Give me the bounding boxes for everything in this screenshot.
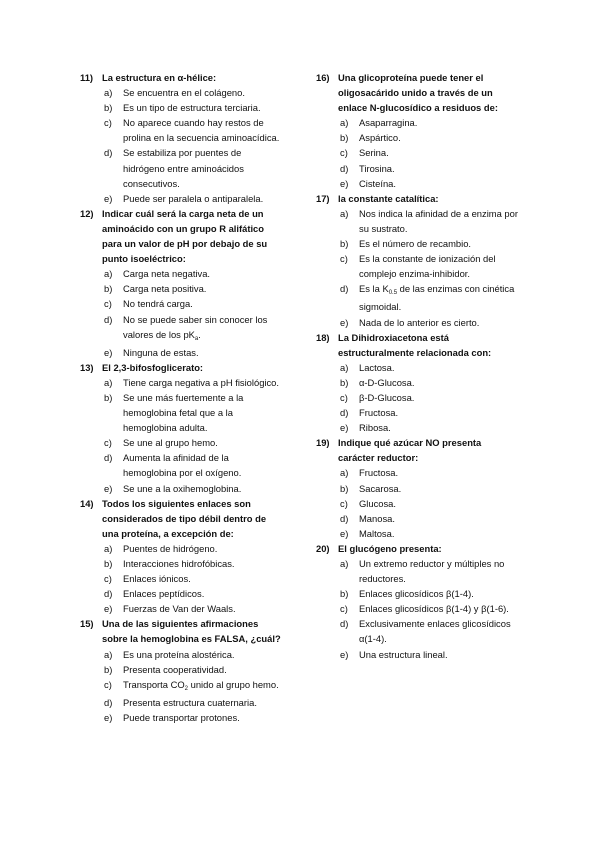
question <box>316 70 520 191</box>
answer-option <box>316 420 520 435</box>
question-number: 12) <box>80 207 94 219</box>
question-text: Una glicoproteína puede tener el oligosacárido unido a través de un enlace N-glucosídico a residuos de: <box>338 72 498 114</box>
option-text-main: Ninguna de estas. <box>123 346 199 358</box>
option-text <box>359 647 520 662</box>
question <box>80 360 282 496</box>
option-text <box>359 556 520 586</box>
question-number: 20) <box>316 542 330 554</box>
answer-option <box>80 556 282 571</box>
option-text <box>123 677 282 695</box>
option-text-main: Cisteína. <box>359 177 396 189</box>
option-text <box>359 360 520 375</box>
option-text-main: Sacarosa. <box>359 482 402 494</box>
question-number: 14) <box>80 497 94 509</box>
option-text <box>123 586 282 601</box>
option-letter: a) <box>104 542 113 554</box>
option-letter: d) <box>104 452 113 464</box>
question <box>316 541 520 662</box>
option-text-main: Aumenta la afinidad de la hemoglobina por el oxígeno. <box>123 452 242 479</box>
option-text-main: No aparece cuando hay restos de prolina en la secuencia aminoacídica. <box>123 117 280 144</box>
question-header <box>316 70 520 115</box>
option-text <box>359 420 520 435</box>
option-text-main: Puentes de hidrógeno. <box>123 542 218 554</box>
option-text-main: Es la K <box>359 283 389 295</box>
option-text <box>359 601 520 616</box>
option-text-main: β-D-Glucosa. <box>359 391 415 403</box>
answer-option <box>316 556 520 586</box>
option-text-main: Maltosa. <box>359 527 395 539</box>
question-text: Indique qué azúcar NO presenta carácter reductor: <box>338 437 482 464</box>
option-text-main: Enlaces glicosídicos β(1-4) y β(1-6). <box>359 603 509 615</box>
option-letter: e) <box>340 177 349 189</box>
question-header <box>80 360 282 375</box>
option-text-main: Es el número de recambio. <box>359 238 472 250</box>
option-text-main: Ribosa. <box>359 422 391 434</box>
question-text: La Dihidroxiacetona está estructuralmente relacionada con: <box>338 331 492 358</box>
option-text <box>123 450 282 480</box>
answer-option <box>80 601 282 616</box>
question-text: Todos los siguientes enlaces son considerados de tipo débil dentro de una proteína, a excepción de: <box>102 497 267 539</box>
question-header <box>316 191 520 206</box>
option-text <box>123 710 282 725</box>
option-text <box>359 526 520 541</box>
option-letter: b) <box>340 238 349 250</box>
question <box>316 191 520 330</box>
question-header <box>316 541 520 556</box>
option-text <box>123 541 282 556</box>
question <box>80 70 282 206</box>
option-text <box>123 145 282 190</box>
option-text-main: Tiene carga negativa a pH fisiológico. <box>123 376 279 388</box>
option-subscript: a <box>194 335 199 342</box>
option-letter: d) <box>340 162 349 174</box>
option-letter: e) <box>104 482 113 494</box>
option-text-main: Lactosa. <box>359 361 395 373</box>
option-text-main: Puede transportar protones. <box>123 711 240 723</box>
option-text-main: Enlaces peptídicos. <box>123 588 205 600</box>
answer-option <box>316 375 520 390</box>
answer-option <box>316 315 520 330</box>
option-text-main: Se une a la oxihemoglobina. <box>123 482 242 494</box>
option-text <box>123 296 282 311</box>
answer-option <box>316 161 520 176</box>
option-text <box>123 556 282 571</box>
option-letter: c) <box>104 573 112 585</box>
option-text <box>123 85 282 100</box>
answer-option <box>80 390 282 435</box>
answer-option <box>80 662 282 677</box>
option-letter: a) <box>340 361 349 373</box>
option-text-main: Fuerzas de Van der Waals. <box>123 603 236 615</box>
answer-option <box>80 571 282 586</box>
question-header <box>80 70 282 85</box>
option-letter: a) <box>104 648 113 660</box>
answer-option <box>80 710 282 725</box>
answer-option <box>316 176 520 191</box>
answer-option <box>80 191 282 206</box>
option-text <box>359 315 520 330</box>
option-text <box>123 115 282 145</box>
answer-option <box>316 145 520 160</box>
option-letter: e) <box>104 603 113 615</box>
answer-option <box>316 360 520 375</box>
option-letter: a) <box>104 268 113 280</box>
option-text <box>123 191 282 206</box>
option-text-main: Se une al grupo hemo. <box>123 437 218 449</box>
option-text <box>359 586 520 601</box>
option-text-main: Glucosa. <box>359 497 396 509</box>
answer-option <box>316 511 520 526</box>
option-letter: e) <box>340 527 349 539</box>
answer-option <box>316 481 520 496</box>
question-header <box>80 206 282 266</box>
answer-option <box>80 345 282 360</box>
option-letter: b) <box>340 482 349 494</box>
option-letter: d) <box>104 696 113 708</box>
option-letter: c) <box>104 437 112 449</box>
left-column <box>80 70 282 725</box>
question <box>316 435 520 541</box>
option-letter: a) <box>104 87 113 99</box>
answer-option <box>316 251 520 281</box>
option-letter: c) <box>340 391 348 403</box>
option-text <box>359 616 520 646</box>
answer-option <box>316 586 520 601</box>
option-text-main: Se encuentra en el colágeno. <box>123 87 245 99</box>
question-text: La estructura en α-hélice: <box>102 72 217 83</box>
answer-option <box>80 100 282 115</box>
answer-option <box>80 450 282 480</box>
answer-option <box>316 405 520 420</box>
option-letter: c) <box>340 497 348 509</box>
option-letter: c) <box>340 253 348 265</box>
option-text <box>359 481 520 496</box>
option-letter: c) <box>104 298 112 310</box>
option-text-main: Un extremo reductor y múltiples no reductores. <box>359 558 505 585</box>
answer-option <box>316 465 520 480</box>
option-letter: b) <box>104 558 113 569</box>
option-text-main: Es una proteína alostérica. <box>123 648 235 660</box>
answer-option <box>80 85 282 100</box>
option-letter: b) <box>340 376 349 388</box>
option-text-tail: de las enzimas con cinética sigmoidal. <box>359 283 515 313</box>
option-text <box>123 312 282 345</box>
option-letter: d) <box>340 407 349 419</box>
option-text-main: Es un tipo de estructura terciaria. <box>123 102 261 114</box>
option-letter: a) <box>104 376 113 388</box>
option-text-main: Nos indica la afinidad de a enzima por su sustrato. <box>359 207 518 234</box>
question-header <box>316 435 520 465</box>
option-text-main: No se puede saber sin conocer los valores de los pK <box>123 313 268 340</box>
option-text <box>123 435 282 450</box>
answer-option <box>80 375 282 390</box>
option-text-tail: . <box>198 328 201 340</box>
option-text <box>123 375 282 390</box>
option-letter: c) <box>104 117 112 129</box>
option-text <box>123 345 282 360</box>
option-letter: d) <box>340 283 349 295</box>
option-letter: b) <box>104 283 113 295</box>
option-text-main: Carga neta positiva. <box>123 283 207 295</box>
option-letter: e) <box>340 316 349 328</box>
answer-option <box>316 647 520 662</box>
option-text-main: Es la constante de ionización del complejo enzima-inhibidor. <box>359 253 496 280</box>
question-number: 13) <box>80 361 94 373</box>
answer-option <box>316 236 520 251</box>
option-text-main: Se estabiliza por puentes de hidrógeno entre aminoácidos consecutivos. <box>123 147 244 189</box>
answer-option <box>80 481 282 496</box>
option-text <box>359 496 520 511</box>
option-subscript: 2 <box>184 685 188 692</box>
option-text <box>359 375 520 390</box>
option-letter: b) <box>340 132 349 144</box>
question-number: 15) <box>80 618 94 630</box>
answer-option <box>316 281 520 314</box>
option-letter: b) <box>104 663 113 675</box>
option-text-tail: unido al grupo hemo. <box>188 678 279 690</box>
option-letter: e) <box>104 346 113 358</box>
option-letter: c) <box>340 603 348 615</box>
question <box>316 330 520 436</box>
answer-option <box>80 435 282 450</box>
right-column <box>316 70 520 662</box>
answer-option <box>316 616 520 646</box>
option-text <box>359 206 520 236</box>
option-text <box>359 236 520 251</box>
option-text <box>359 465 520 480</box>
question-text: El 2,3-bifosfoglicerato: <box>102 361 204 373</box>
option-letter: e) <box>104 711 113 723</box>
option-text-main: Fructosa. <box>359 467 399 479</box>
option-letter: b) <box>340 588 349 600</box>
option-text <box>123 100 282 115</box>
question-header <box>80 616 282 646</box>
option-letter: d) <box>340 512 349 524</box>
option-text-main: Presenta cooperatividad. <box>123 663 227 675</box>
answer-option <box>316 496 520 511</box>
question-number: 16) <box>316 72 330 83</box>
option-letter: d) <box>340 618 349 630</box>
option-text-main: Interacciones hidrofóbicas. <box>123 558 235 569</box>
option-text <box>123 281 282 296</box>
answer-option <box>316 130 520 145</box>
answer-option <box>316 115 520 130</box>
option-text <box>123 481 282 496</box>
option-text <box>123 647 282 662</box>
option-text <box>123 571 282 586</box>
option-text-main: No tendrá carga. <box>123 298 193 310</box>
option-text <box>359 511 520 526</box>
answer-option <box>80 647 282 662</box>
option-letter: a) <box>340 117 349 129</box>
answer-option <box>80 115 282 145</box>
answer-option <box>80 281 282 296</box>
answer-option <box>80 695 282 710</box>
option-text-main: α-D-Glucosa. <box>359 376 415 388</box>
option-text-main: Enlaces iónicos. <box>123 573 191 585</box>
question-header <box>80 496 282 541</box>
option-letter: b) <box>104 391 113 403</box>
option-letter: e) <box>340 422 349 434</box>
answer-option <box>80 541 282 556</box>
option-text-main: Una estructura lineal. <box>359 648 448 660</box>
question-text: la constante catalítica: <box>338 192 439 204</box>
question-header <box>316 330 520 360</box>
option-letter: d) <box>104 588 113 600</box>
option-letter: c) <box>340 147 348 159</box>
option-text-main: Aspártico. <box>359 132 401 144</box>
option-text-main: Manosa. <box>359 512 395 524</box>
answer-option <box>316 601 520 616</box>
option-text-main: Transporta CO <box>123 678 185 690</box>
question-number: 18) <box>316 331 330 343</box>
option-text-main: Puede ser paralela o antiparalela. <box>123 192 264 204</box>
option-text <box>123 601 282 616</box>
option-letter: a) <box>340 207 349 219</box>
option-text-main: Serina. <box>359 147 389 159</box>
question-text: Indicar cuál será la carga neta de un aminoácido con un grupo R alifático para un valor de pH por debajo de su punto isoeléctrico: <box>102 207 268 265</box>
option-text <box>359 251 520 281</box>
option-text <box>359 115 520 130</box>
option-text <box>359 281 520 314</box>
option-text-main: Presenta estructura cuaternaria. <box>123 696 257 708</box>
option-text-main: Tirosina. <box>359 162 395 174</box>
option-letter: c) <box>104 678 112 690</box>
question-text: Una de las siguientes afirmaciones sobre la hemoglobina es FALSA, ¿cuál? <box>102 618 281 645</box>
question <box>80 496 282 617</box>
option-letter: a) <box>340 558 349 569</box>
option-text <box>359 145 520 160</box>
answer-option <box>80 586 282 601</box>
answer-option <box>316 526 520 541</box>
answer-option <box>80 677 282 695</box>
option-text <box>123 695 282 710</box>
answer-option <box>80 266 282 281</box>
question <box>80 616 282 725</box>
option-text-main: Carga neta negativa. <box>123 268 211 280</box>
option-letter: e) <box>104 192 113 204</box>
option-text <box>123 266 282 281</box>
option-text-main: Enlaces glicosídicos β(1-4). <box>359 588 474 600</box>
option-text <box>123 390 282 435</box>
answer-option <box>80 312 282 345</box>
question-number: 11) <box>80 72 94 83</box>
option-text <box>359 161 520 176</box>
option-letter: d) <box>104 313 113 325</box>
question-number: 19) <box>316 437 330 449</box>
option-subscript: 0.5 <box>388 290 398 297</box>
option-letter: a) <box>340 467 349 479</box>
option-text <box>359 176 520 191</box>
answer-option <box>80 145 282 190</box>
option-text-main: Nada de lo anterior es cierto. <box>359 316 480 328</box>
option-text <box>359 130 520 145</box>
question-number: 17) <box>316 192 330 204</box>
option-text-main: Se une más fuertemente a la hemoglobina fetal que a la hemoglobina adulta. <box>123 391 244 434</box>
answer-option <box>316 206 520 236</box>
option-text <box>359 405 520 420</box>
answer-option <box>316 390 520 405</box>
question-text: El glucógeno presenta: <box>338 542 442 554</box>
option-text <box>123 662 282 677</box>
option-text-main: Fructosa. <box>359 407 399 419</box>
option-text-main: Exclusivamente enlaces glicosídicos α(1-4). <box>359 618 511 645</box>
option-letter: d) <box>104 147 113 159</box>
question <box>80 206 282 360</box>
option-letter: b) <box>104 102 113 114</box>
option-text-main: Asaparragina. <box>359 117 418 129</box>
option-letter: e) <box>340 648 349 660</box>
option-text <box>359 390 520 405</box>
answer-option <box>80 296 282 311</box>
